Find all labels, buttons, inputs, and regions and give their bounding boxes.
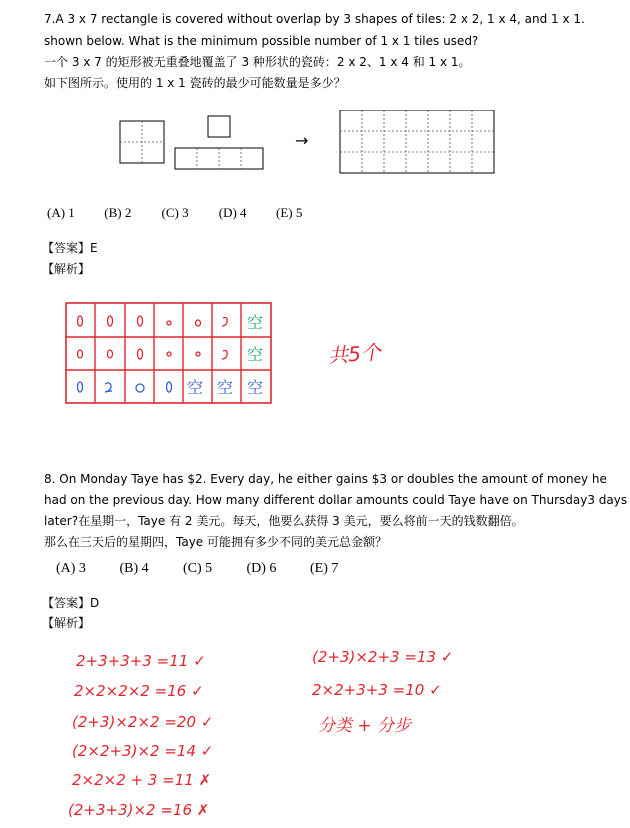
q7-choice-e: (E) 5	[276, 205, 303, 220]
work-line: 2+3+3+3 =11 ✓	[76, 652, 206, 670]
q7-choice-a: (A) 1	[47, 205, 75, 220]
q7-handwritten-note: 共5个	[327, 340, 382, 368]
work-line: (2×2+3)×2 =14 ✓	[72, 742, 214, 760]
q7-text-line3: 一个 3 x 7 的矩形被无重叠地覆盖了 3 种形状的瓷砖：2 x 2、1 x 4 和 1 x 1。	[44, 55, 471, 69]
q8-text-line2: had on the previous day. How many different dollar amounts could Taye have on Thursday3 days	[44, 493, 628, 507]
tile-1x1	[208, 116, 230, 137]
q8-choice-d: (D) 6	[246, 561, 277, 576]
q7-choice-b: (B) 2	[104, 205, 132, 220]
work-line: 2×2+3+3 =10 ✓	[312, 681, 442, 699]
svg-text:空: 空	[247, 313, 264, 332]
work-line: (2+3)×2×2 =20 ✓	[72, 713, 214, 731]
q8-choice-a: (A) 3	[56, 561, 86, 576]
q7-choice-d: (D) 4	[218, 205, 247, 220]
q7-answer: 【答案】E	[42, 241, 98, 255]
work-line: 2×2×2 + 3 =11 ✗	[72, 771, 212, 789]
work-line: 分类 + 分步	[318, 716, 412, 736]
q7-text-line4: 如下图所示。使用的 1 x 1 瓷砖的最少可能数量是多少？	[44, 76, 346, 90]
q7-tile-figure	[115, 110, 505, 175]
q7-choice-c: (C) 3	[161, 205, 189, 220]
q8-text-line3: later?在星期一，Taye 有 2 美元。每天，他要么获得 3 美元，要么将前一天的钱数翻倍。	[44, 514, 524, 528]
q8-answer: 【答案】D	[42, 596, 100, 610]
q7-solution-grid	[65, 302, 275, 406]
arrow-icon: →	[295, 131, 309, 150]
q7-text-line1: 7.A 3 x 7 rectangle is covered without overlap by 3 shapes of tiles: 2 x 2, 1 x 4, and 1 x 1.	[44, 12, 585, 26]
q8-analysis-label: 【解析】	[42, 616, 91, 630]
work-line: (2+3)×2+3 =13 ✓	[312, 648, 454, 666]
svg-text:空: 空	[217, 378, 234, 397]
svg-text:空: 空	[247, 378, 264, 397]
work-line: 2×2×2×2 =16 ✓	[74, 682, 204, 700]
q7-analysis-label: 【解析】	[42, 262, 91, 276]
q8-choice-c: (C) 5	[183, 561, 213, 576]
q7-text-line2: shown below. What is the minimum possible number of 1 x 1 tiles used?	[44, 34, 479, 48]
svg-text:空: 空	[187, 378, 204, 397]
q7-choices	[47, 206, 302, 220]
q8-text-line4: 那么在三天后的星期四，Taye 可能拥有多少不同的美元总金额？	[44, 535, 387, 549]
svg-text:空: 空	[247, 345, 264, 364]
work-line: (2+3+3)×2 =16 ✗	[68, 801, 210, 819]
q8-text-line1: 8. On Monday Taye has $2. Every day, he either gains $3 or doubles the amount of money he	[44, 472, 607, 486]
q8-choices	[56, 562, 338, 576]
q8-choice-e: (E) 7	[310, 561, 339, 576]
q8-choice-b: (B) 4	[119, 561, 149, 576]
rect-3x7	[340, 110, 494, 173]
